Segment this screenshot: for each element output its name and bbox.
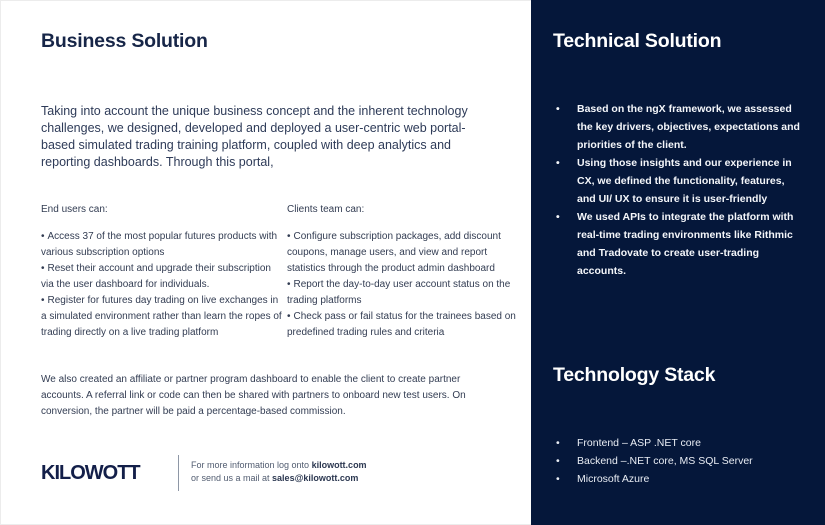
footer-info-middle: or send us a mail at	[191, 472, 273, 483]
list-item-text: Based on the ngX framework, we assessed the key drivers, objectives, expectations and priorities of the client.	[577, 103, 800, 151]
list-item-text: We used APIs to integrate the platform with real-time trading environments like Rithmic and Tradovate to create user-trading accounts.	[577, 211, 794, 277]
technology-stack-bullet-list	[553, 434, 805, 488]
list-item-text: Backend –.NET core, MS SQL Server	[577, 455, 753, 467]
bullet-icon: •	[41, 263, 45, 274]
technology-stack-title: Technology Stack	[553, 364, 716, 386]
footer-info-prefix: For more information log onto	[191, 460, 312, 470]
footer	[0, 452, 530, 498]
list-item	[553, 434, 805, 452]
list-item	[553, 208, 805, 280]
technical-solution-title: Technical Solution	[553, 30, 722, 52]
footer-divider	[178, 455, 179, 491]
clients-team-column	[287, 203, 527, 341]
list-item	[553, 154, 805, 208]
list-item	[287, 277, 527, 309]
list-item	[553, 452, 805, 470]
clients-team-column-header: Clients team can:	[287, 204, 365, 215]
list-item-text: Frontend – ASP .NET core	[577, 437, 701, 449]
list-item-text: Report the day-to-day user account status on the trading platforms	[287, 279, 511, 306]
technical-solution-panel	[531, 0, 825, 525]
bullet-icon: •	[556, 211, 560, 223]
bullet-icon: •	[556, 157, 560, 169]
business-solution-title: Business Solution	[41, 30, 208, 52]
bullet-icon: •	[556, 455, 560, 467]
list-item-text: Using those insights and our experience in CX, we defined the functionality, features, and UI/ UX to ensure it is user-friendly	[577, 157, 792, 205]
bullet-icon: •	[287, 311, 291, 322]
bullet-icon: •	[287, 231, 291, 242]
list-item	[41, 229, 286, 261]
end-users-column-header: End users can:	[41, 204, 108, 215]
technical-bullet-list	[553, 100, 805, 280]
list-item-text: Configure subscription packages, add discount coupons, manage users, and view and report statistics through the product admin dashboard	[287, 231, 501, 274]
list-item-text: Access 37 of the most popular futures products with various subscription options	[41, 231, 278, 258]
footer-email-link: sales@kilowott.com	[272, 472, 359, 483]
list-item	[41, 293, 286, 341]
list-item	[41, 261, 286, 293]
list-item	[553, 470, 805, 488]
list-item-text: Check pass or fail status for the trainees based on predefined trading rules and criteria	[287, 311, 516, 338]
footer-website-link: kilowott.com	[311, 460, 367, 470]
bullet-icon: •	[41, 231, 45, 242]
footer-contact-info	[191, 459, 367, 484]
bullet-icon: •	[556, 103, 560, 115]
affiliate-program-paragraph: We also created an affiliate or partner program dashboard to enable the client to create partner accounts. A referral link or code can then be shared with partners to onboard new test users. On conversion, the partner will be paid a percentage-based commission.	[41, 374, 466, 417]
list-item-text: Microsoft Azure	[577, 473, 650, 485]
bullet-icon: •	[556, 473, 560, 485]
end-users-bullet-list	[41, 229, 286, 341]
list-item	[287, 309, 527, 341]
list-item	[287, 229, 527, 277]
business-intro-paragraph: Taking into account the unique business concept and the inherent technology challenges, we designed, developed and deployed a user-centric web portal-based simulated trading training platform, coupled with deep analytics and reporting dashboards. Through this portal,	[41, 104, 468, 169]
end-users-column	[41, 203, 286, 341]
kilowott-logo: KILOWOTT	[41, 462, 140, 484]
bullet-icon: •	[556, 437, 560, 449]
clients-team-bullet-list	[287, 229, 527, 341]
list-item	[553, 100, 805, 154]
bullet-icon: •	[41, 295, 45, 306]
list-item-text: Register for futures day trading on live exchanges in a simulated environment rather than learn the ropes of trading directly on a live trading platform	[41, 295, 282, 338]
bullet-icon: •	[287, 279, 291, 290]
list-item-text: Reset their account and upgrade their subscription via the user dashboard for individuals.	[41, 263, 271, 290]
